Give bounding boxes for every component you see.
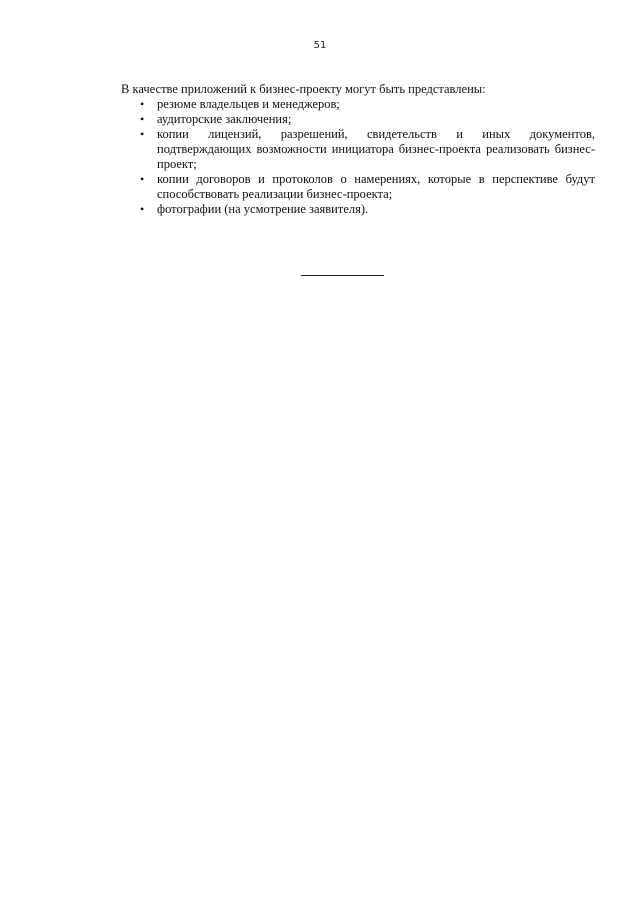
bullet-icon: • <box>140 172 145 186</box>
page-number: 51 <box>313 40 327 51</box>
document-body <box>121 82 595 217</box>
bullet-icon: • <box>140 97 145 111</box>
bullet-icon: • <box>140 127 145 141</box>
list-item <box>121 172 595 202</box>
list-item <box>121 97 595 112</box>
list-item <box>121 202 595 217</box>
end-of-section-rule <box>301 275 384 276</box>
list-item <box>121 127 595 172</box>
list-item-text: аудиторские заключения; <box>157 112 292 126</box>
list-item-text: копии лицензий, разрешений, свидетельств и иных документов, подтверждающих возможности инициатора бизнес-проекта реализовать бизнес-проект; <box>157 127 595 171</box>
bullet-icon: • <box>140 202 145 216</box>
list-item-text: копии договоров и протоколов о намерениях, которые в перспективе будут способствовать реализации бизнес-проекта; <box>157 172 595 201</box>
bullet-icon: • <box>140 112 145 126</box>
list-item <box>121 112 595 127</box>
intro-paragraph: В качестве приложений к бизнес-проекту могут быть представлены: <box>121 82 486 96</box>
list-item-text: резюме владельцев и менеджеров; <box>157 97 340 111</box>
attachments-list <box>121 97 595 217</box>
list-item-text: фотографии (на усмотрение заявителя). <box>157 202 369 216</box>
